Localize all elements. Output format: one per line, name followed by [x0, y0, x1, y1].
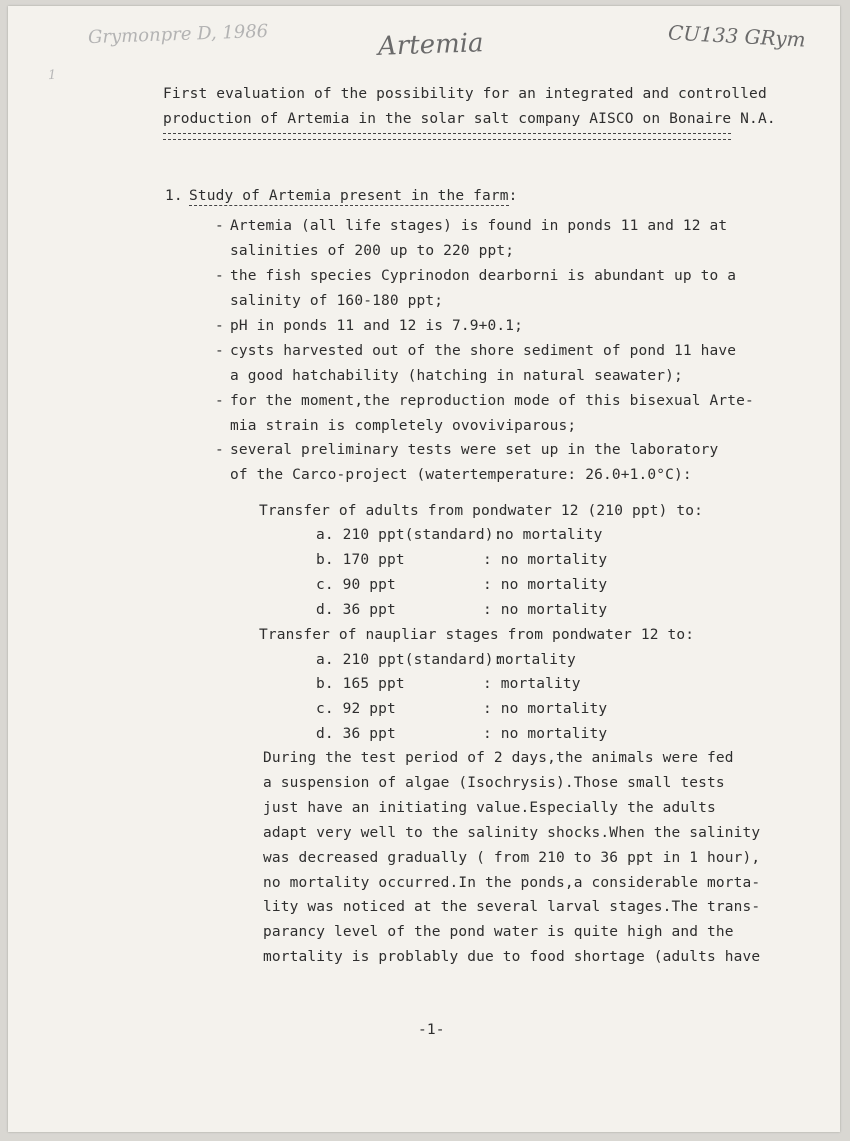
- item-line: of the Carco-project (watertemperature: 26.0+1.0°C):: [230, 467, 692, 483]
- item-bullet: -: [215, 218, 224, 234]
- test-row-label: c. 92 ppt: [316, 701, 396, 717]
- test-row-result: : mortality: [483, 676, 581, 692]
- test-row-label: d. 36 ppt: [316, 726, 396, 742]
- item-line: mia strain is completely ovoviviparous;: [230, 418, 577, 434]
- test-row-label: b. 170 ppt: [316, 552, 405, 568]
- test-heading-adults: Transfer of adults from pondwater 12 (210 ppt) to:: [259, 503, 703, 519]
- section-number: 1.: [165, 188, 183, 204]
- title-divider-1: [163, 133, 731, 134]
- item-line: salinities of 200 up to 220 ppt;: [230, 243, 515, 259]
- document-title-line-2: production of Artemia in the solar salt company AISCO on Bonaire N.A.: [163, 111, 776, 127]
- item-bullet: -: [215, 318, 224, 334]
- test-heading-naupliar: Transfer of naupliar stages from pondwater 12 to:: [259, 627, 695, 643]
- item-bullet: -: [215, 393, 224, 409]
- page-number: -1-: [418, 1022, 445, 1038]
- item-line: salinity of 160-180 ppt;: [230, 293, 444, 309]
- handwritten-title-note: Artemia: [377, 28, 485, 62]
- paragraph-line: During the test period of 2 days,the animals were fed: [263, 750, 734, 766]
- item-line: pH in ponds 11 and 12 is 7.9+0.1;: [230, 318, 524, 334]
- item-line: a good hatchability (hatching in natural seawater);: [230, 368, 683, 384]
- item-line: several preliminary tests were set up in the laboratory: [230, 442, 719, 458]
- test-row-result: : no mortality: [483, 726, 608, 742]
- test-row-label: d. 36 ppt: [316, 602, 396, 618]
- test-row-label: a. 210 ppt(standard):: [316, 527, 503, 543]
- paragraph-line: parancy level of the pond water is quite high and the: [263, 924, 734, 940]
- paragraph-line: a suspension of algae (Isochrysis).Those small tests: [263, 775, 725, 791]
- document-page: [8, 6, 840, 1132]
- item-line: cysts harvested out of the shore sediment of pond 11 have: [230, 343, 737, 359]
- item-line: for the moment,the reproduction mode of this bisexual Arte-: [230, 393, 754, 409]
- handwritten-author-note: Grymonpre D, 1986: [87, 20, 269, 49]
- test-row-result: : no mortality: [483, 577, 608, 593]
- section-colon: :: [508, 188, 518, 204]
- item-line: the fish species Cyprinodon dearborni is abundant up to a: [230, 268, 737, 284]
- test-row-result: : no mortality: [483, 701, 608, 717]
- paragraph-line: just have an initiating value.Especially the adults: [263, 800, 716, 816]
- paragraph-line: mortality is problably due to food shortage (adults have: [263, 949, 761, 965]
- item-bullet: -: [215, 442, 224, 458]
- test-row-result: no mortality: [496, 527, 603, 543]
- item-line: Artemia (all life stages) is found in ponds 11 and 12 at: [230, 218, 728, 234]
- section-heading: [189, 188, 518, 204]
- handwritten-margin-mark: 1: [47, 67, 57, 84]
- test-row-label: c. 90 ppt: [316, 577, 396, 593]
- paragraph-line: was decreased gradually ( from 210 to 36 ppt in 1 hour),: [263, 850, 761, 866]
- test-row-result: mortality: [496, 652, 576, 668]
- item-bullet: -: [215, 343, 224, 359]
- paragraph-line: lity was noticed at the several larval stages.The trans-: [263, 899, 761, 915]
- paragraph-line: adapt very well to the salinity shocks.When the salinity: [263, 825, 761, 841]
- section-title: Study of Artemia present in the farm: [189, 188, 509, 204]
- test-row-result: : no mortality: [483, 552, 608, 568]
- document-title-line-1: First evaluation of the possibility for an integrated and controlled: [163, 86, 767, 102]
- test-row-label: b. 165 ppt: [316, 676, 405, 692]
- test-row-label: a. 210 ppt(standard):: [316, 652, 503, 668]
- test-row-result: : no mortality: [483, 602, 608, 618]
- paragraph-line: no mortality occurred.In the ponds,a considerable morta-: [263, 875, 761, 891]
- title-divider-2: [163, 139, 731, 140]
- handwritten-catalog-code: CU133 GRym: [667, 20, 807, 52]
- item-bullet: -: [215, 268, 224, 284]
